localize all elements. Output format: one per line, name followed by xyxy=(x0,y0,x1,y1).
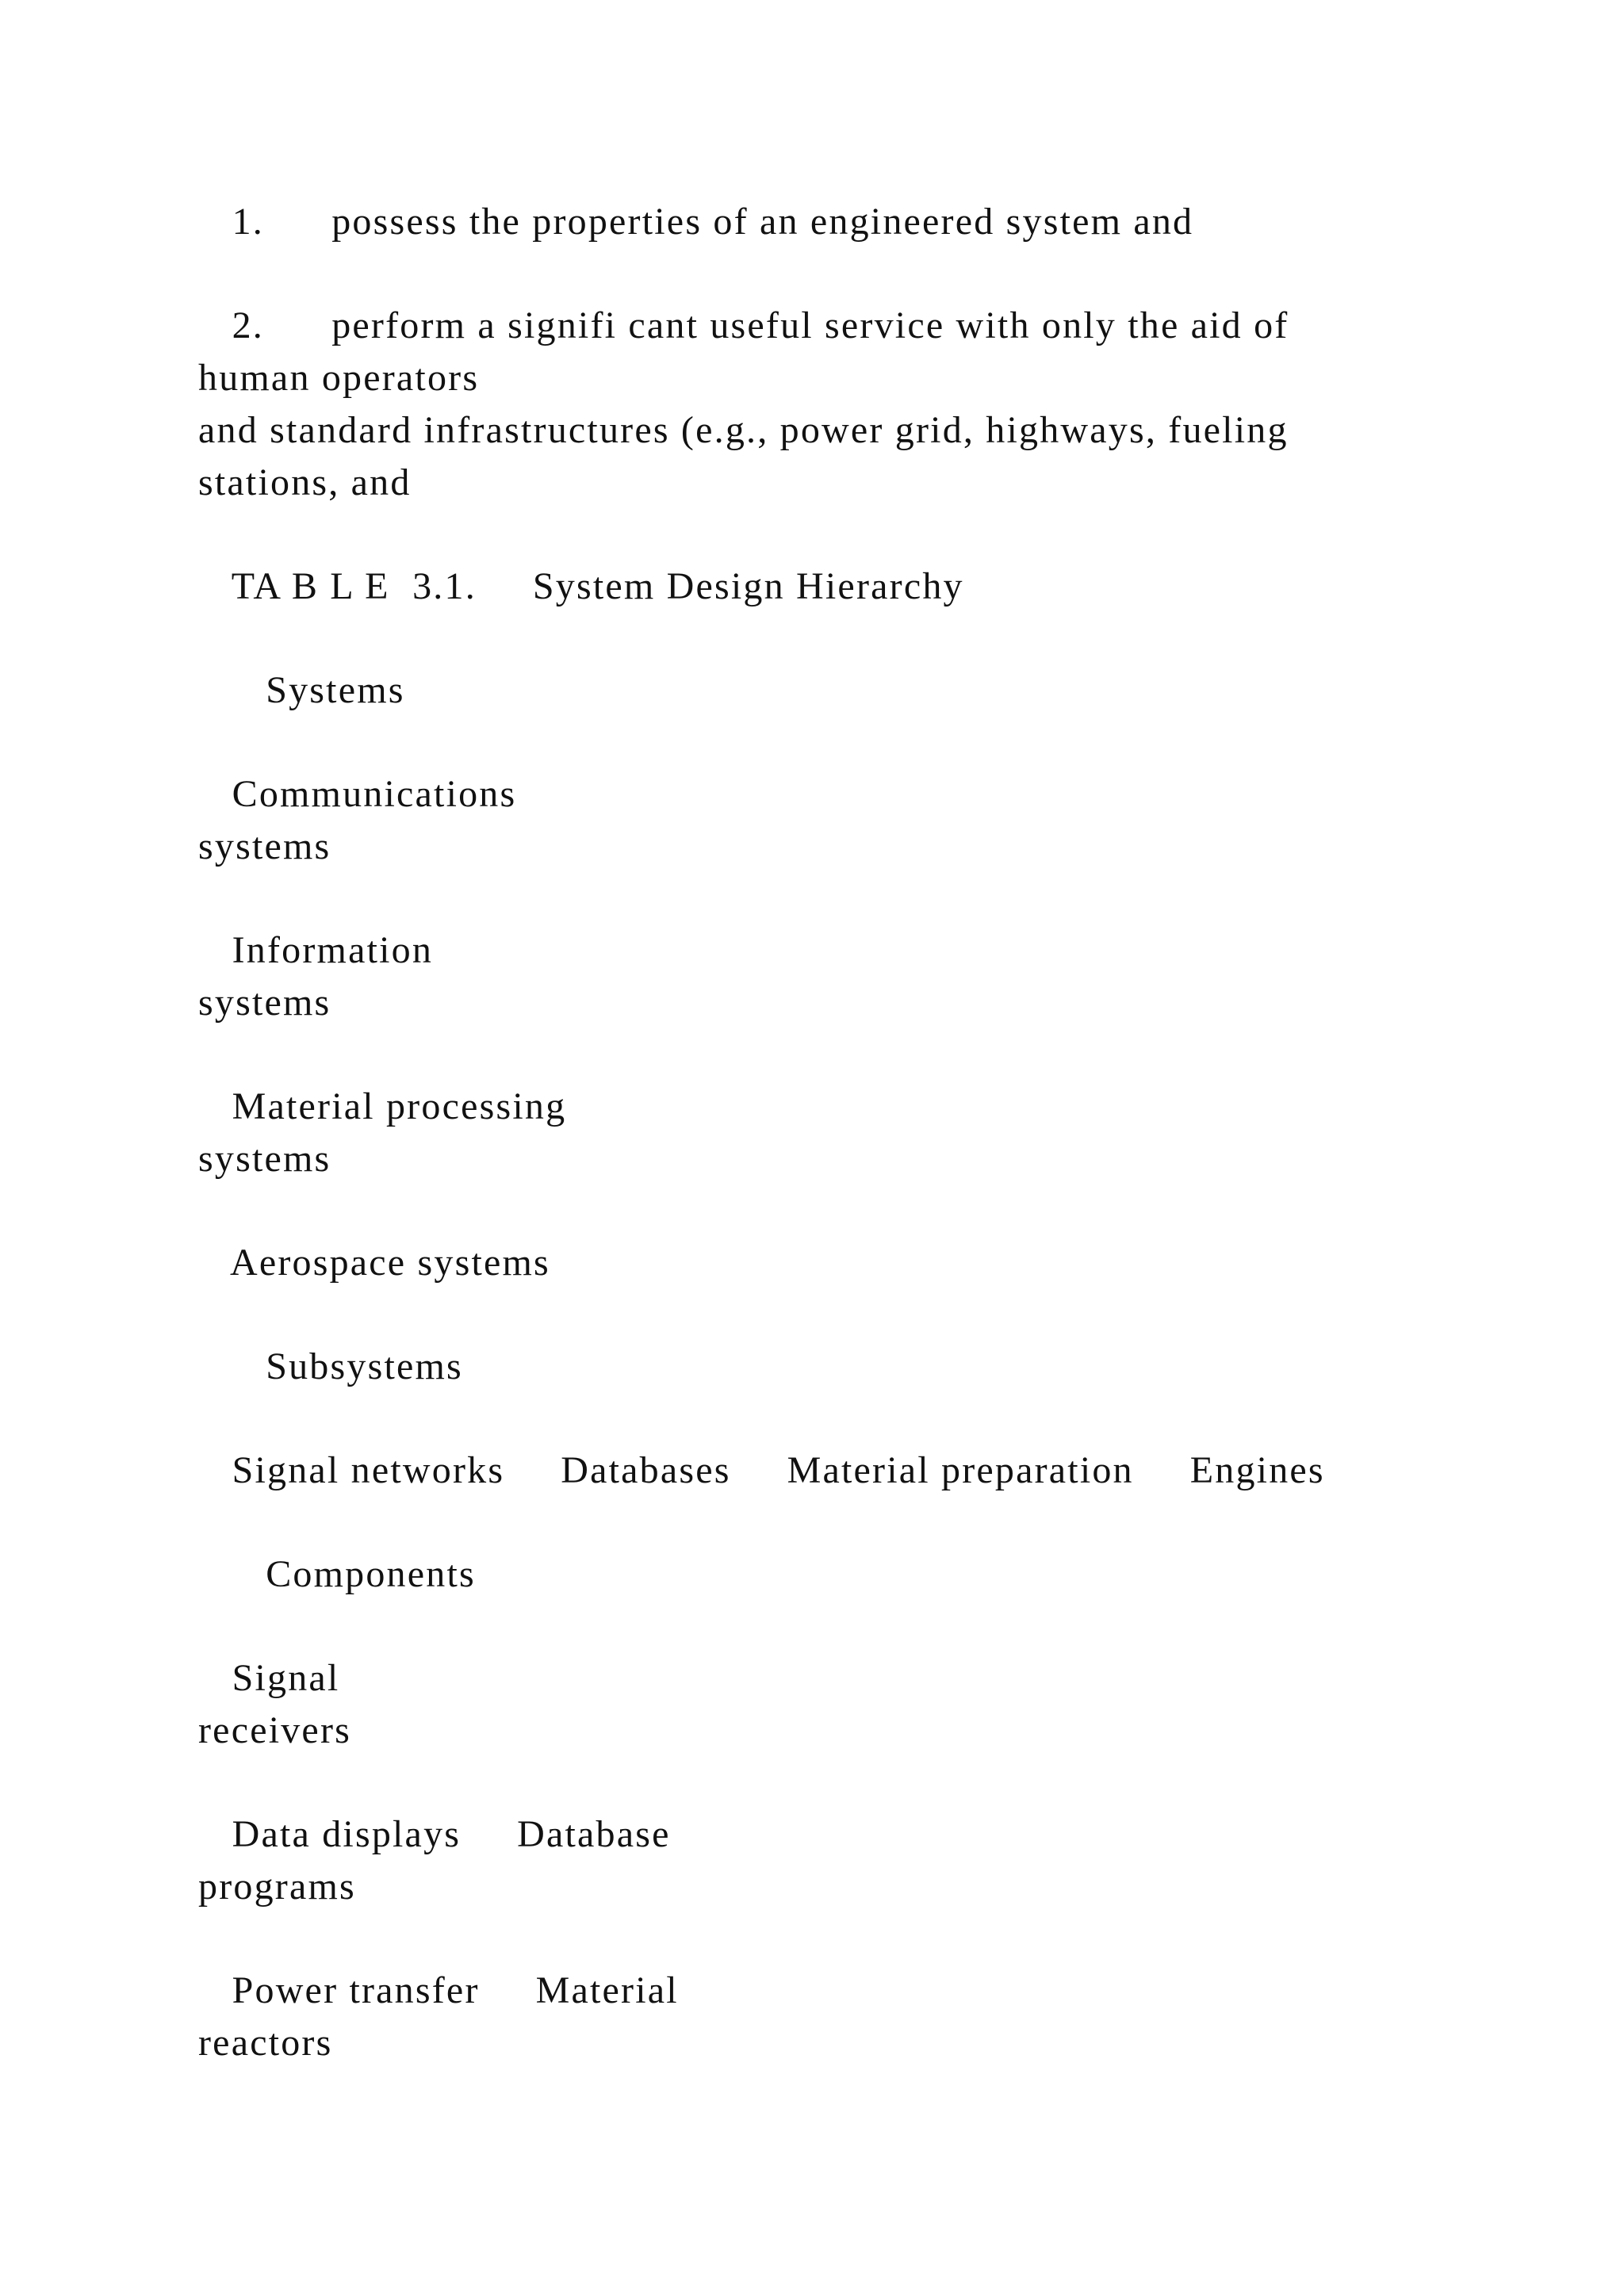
table-section-heading: Systems xyxy=(198,669,405,711)
table-cell: Communications xyxy=(198,773,517,815)
table-cell: Material processing xyxy=(198,1085,567,1127)
table-cell: Information xyxy=(198,929,434,971)
table-cell: systems xyxy=(198,825,331,867)
table-caption: TA B L E 3.1. System Design Hierarchy xyxy=(198,565,964,607)
table-cell: Power transfer Material xyxy=(198,1969,679,2011)
table-cell: programs xyxy=(198,1866,356,1908)
table-section-heading: Subsystems xyxy=(198,1345,463,1387)
list-item-1: 1. possess the properties of an engineered system and xyxy=(198,201,1194,243)
table-cell: systems xyxy=(198,982,331,1024)
paragraph-line: and standard infrastructures (e.g., power grid, highways, fueling xyxy=(198,409,1289,451)
table-cell: Signal xyxy=(198,1657,340,1699)
table-row: Signal networks Databases Material preparation Engines xyxy=(198,1449,1325,1491)
table-cell: receivers xyxy=(198,1709,352,1751)
list-item-2: 2. perform a signifi cant useful service with only the aid of xyxy=(198,304,1289,346)
table-cell: Aerospace systems xyxy=(198,1242,550,1284)
paragraph-line: stations, and xyxy=(198,461,412,503)
table-cell: Data displays Database xyxy=(198,1813,671,1855)
paragraph-line: human operators xyxy=(198,357,480,399)
table-section-heading: Components xyxy=(198,1553,476,1595)
table-cell: reactors xyxy=(198,2022,333,2064)
table-cell: systems xyxy=(198,1138,331,1180)
